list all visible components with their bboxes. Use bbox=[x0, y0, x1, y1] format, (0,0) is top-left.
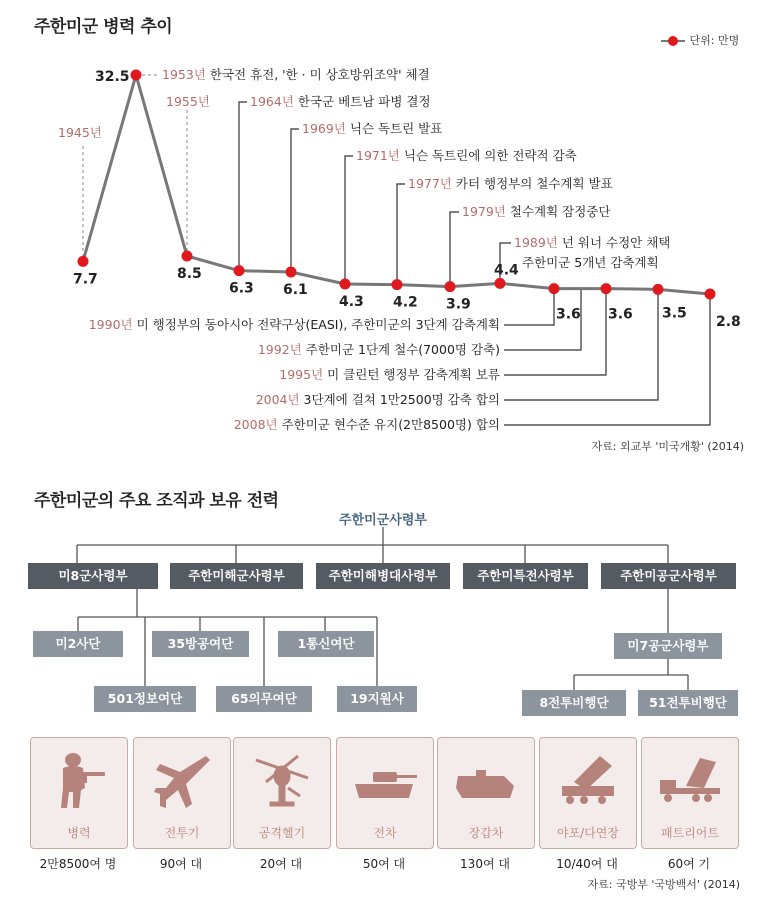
equipment-value: 130여 대 bbox=[460, 857, 510, 871]
data-label: 6.3 bbox=[229, 280, 254, 297]
unit-19-support: 19지원사 bbox=[337, 686, 417, 712]
unit-51st-fighter-wing: 51전투비행단 bbox=[638, 690, 738, 716]
equipment-name: 병력 bbox=[67, 826, 91, 840]
unit-35-air-defense: 35방공여단 bbox=[152, 631, 249, 657]
equipment-card-patriot bbox=[641, 737, 739, 849]
annotation-text: 1964년 한국군 베트남 파병 결정 bbox=[250, 94, 431, 109]
data-label: 7.7 bbox=[73, 271, 98, 288]
org-source: 자료: 국방부 '국방백서' (2014) bbox=[587, 878, 740, 891]
data-label: 3.6 bbox=[608, 306, 633, 323]
data-label: 32.5 bbox=[95, 69, 130, 85]
annotation-text: 1971년 닉슨 독트린에 의한 전략적 감축 bbox=[356, 148, 577, 163]
data-label: 8.5 bbox=[177, 266, 202, 282]
unit-2nd-division: 미2사단 bbox=[33, 631, 123, 657]
annotation-text: 1955년 bbox=[166, 94, 210, 109]
chart-title: 주한미군 병력 추이 bbox=[34, 17, 173, 37]
data-label: 4.4 bbox=[494, 262, 519, 279]
annotation-text: 1990년 미 행정부의 동아시아 전략구상(EASI), 주한미군의 3단계 감축계획 bbox=[88, 317, 500, 332]
data-label: 3.5 bbox=[662, 305, 687, 322]
equipment-card-tank bbox=[336, 737, 434, 849]
unit-7th-air-force: 미7공군사령부 bbox=[614, 633, 722, 659]
org-root-label: 주한미군사령부 bbox=[339, 513, 427, 528]
equipment-name: 전투기 bbox=[164, 826, 200, 840]
armored-vehicle-icon bbox=[452, 748, 520, 816]
data-label: 3.9 bbox=[446, 296, 471, 313]
rocket-launcher-icon bbox=[554, 748, 622, 816]
data-label: 4.3 bbox=[339, 294, 364, 310]
unit-8th-fighter-wing: 8전투비행단 bbox=[522, 690, 626, 716]
equipment-value: 60여 기 bbox=[667, 857, 711, 871]
equipment-card-artillery bbox=[539, 737, 637, 849]
unit-501-intel: 501정보여단 bbox=[94, 686, 196, 712]
patriot-missile-icon bbox=[656, 748, 724, 816]
data-label: 6.1 bbox=[283, 282, 308, 298]
annotation-text: 1992년 주한미군 1단계 철수(7000명 감축) bbox=[257, 342, 500, 357]
annotation-text: 1953년 한국전 휴전, '한 · 미 상호방위조약' 체결 bbox=[162, 67, 430, 82]
data-label: 3.6 bbox=[556, 306, 581, 323]
annotation-text: 2008년 주한미군 현수준 유지(2만8500명) 합의 bbox=[233, 417, 500, 432]
annotation-text: 1969년 닉슨 독트린 발표 bbox=[302, 121, 443, 136]
annotation-text: 1979년 철수계획 잠정중단 bbox=[462, 204, 611, 219]
annotation-text: 1995년 미 클린턴 행정부 감축계획 보류 bbox=[279, 367, 500, 382]
equipment-value: 2만8500여 명 bbox=[39, 857, 117, 871]
data-label: 4.2 bbox=[393, 294, 418, 311]
org-title: 주한미군의 주요 조직과 보유 전력 bbox=[34, 491, 279, 511]
annotation-text: 주한미군 5개년 감축계획 bbox=[522, 255, 659, 270]
annotation-text: 1977년 카터 행정부의 철수계획 발표 bbox=[408, 176, 613, 191]
equipment-name: 패트리어트 bbox=[661, 826, 719, 840]
equipment-card-troops bbox=[30, 737, 128, 849]
chart-source: 자료: 외교부 '미국개황' (2014) bbox=[591, 440, 744, 453]
equipment-value: 10/40여 대 bbox=[556, 857, 618, 871]
annotation-text: 2004년 3단계에 걸쳐 1만2500명 감축 합의 bbox=[255, 392, 500, 407]
command-special-ops: 주한미특전사령부 bbox=[463, 563, 588, 589]
fighter-jet-icon bbox=[148, 748, 216, 816]
equipment-value: 50여 대 bbox=[362, 857, 406, 871]
helicopter-icon bbox=[248, 748, 316, 816]
unit-1-signal: 1통신여단 bbox=[278, 631, 374, 657]
equipment-name: 전차 bbox=[373, 826, 397, 840]
equipment-value: 20여 대 bbox=[259, 857, 303, 871]
legend-label: 단위: 만명 bbox=[689, 34, 740, 47]
command-8th-army: 미8군사령부 bbox=[28, 563, 158, 589]
annotation-text: 1945년 bbox=[58, 125, 102, 140]
tank-icon bbox=[351, 748, 419, 816]
equipment-card-helicopter bbox=[233, 737, 331, 849]
command-navy: 주한미해군사령부 bbox=[170, 563, 303, 589]
command-air-force: 주한미공군사령부 bbox=[601, 563, 736, 589]
equipment-name: 공격헬기 bbox=[258, 826, 306, 840]
annotation-text: 1989년 넌 워너 수정안 채택 bbox=[514, 235, 671, 250]
equipment-card-apc bbox=[437, 737, 535, 849]
command-marines: 주한미해병대사령부 bbox=[316, 563, 450, 589]
equipment-name: 장갑차 bbox=[468, 826, 504, 840]
data-label: 2.8 bbox=[716, 314, 741, 330]
unit-65-medical: 65의무여단 bbox=[216, 686, 312, 712]
equipment-value: 90여 대 bbox=[159, 857, 203, 871]
soldier-icon bbox=[45, 748, 113, 816]
equipment-name: 야포/다연장 bbox=[556, 826, 619, 840]
equipment-card-fighter bbox=[133, 737, 231, 849]
